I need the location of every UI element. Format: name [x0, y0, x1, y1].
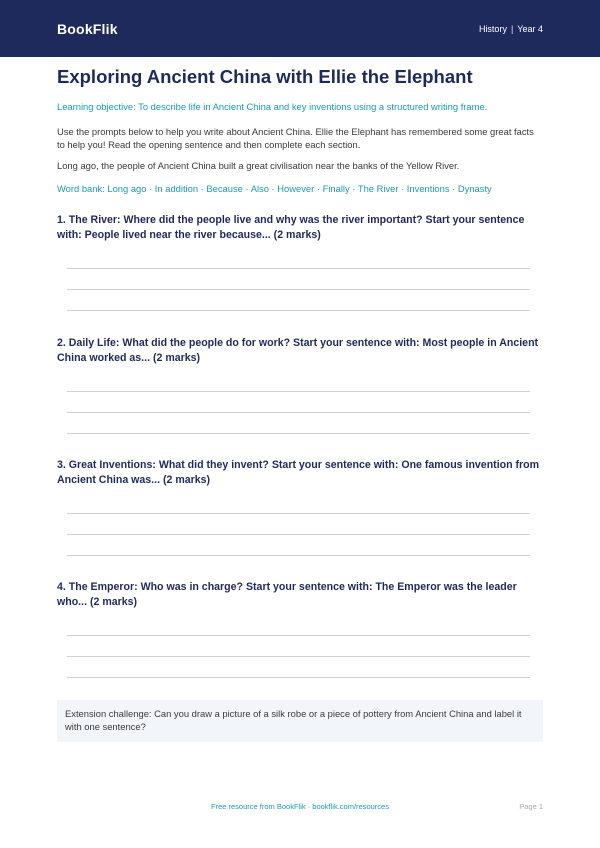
header-meta [479, 24, 543, 34]
worksheet-content [57, 66, 543, 732]
page-number: Page 1 [519, 802, 543, 811]
answer-lines[interactable] [57, 635, 543, 678]
answer-line[interactable] [67, 635, 530, 636]
answer-line[interactable] [67, 412, 530, 413]
question-4 [57, 580, 543, 678]
question-text: 4. The Emperor: Who was in charge? Start your sentence with: The Emperor was the leader who... (2 marks) [57, 581, 517, 608]
question-3 [57, 458, 543, 556]
answer-line[interactable] [67, 433, 530, 434]
answer-lines[interactable] [57, 268, 543, 311]
answer-line[interactable] [67, 656, 530, 657]
question-1 [57, 213, 543, 311]
word-bank: Word bank: Long ago · In addition · Because · Also · However · Finally · The River · Inventions · Dynasty [57, 183, 492, 194]
answer-line[interactable] [67, 513, 530, 514]
brand-logo[interactable]: BookFlik [57, 20, 118, 37]
intro-paragraph: Use the prompts below to help you write about Ancient China. Ellie the Elephant has remembered some great facts to help you! Read the opening sentence and then complete each section. [57, 126, 534, 150]
question-2 [57, 336, 543, 434]
page-title: Exploring Ancient China with Ellie the Elephant [57, 66, 473, 87]
answer-line[interactable] [67, 289, 530, 290]
answer-line[interactable] [67, 534, 530, 535]
answer-line[interactable] [67, 310, 530, 311]
footer-credit-link[interactable]: Free resource from BookFlik · bookflik.com/resources [211, 802, 389, 811]
answer-line[interactable] [67, 391, 530, 392]
year-label: Year 4 [517, 23, 543, 34]
subject-label: History [478, 23, 507, 34]
answer-lines[interactable] [57, 513, 543, 556]
learning-objective: Learning objective: To describe life in Ancient China and key inventions using a structured writing frame. [57, 101, 488, 112]
page-footer [57, 802, 543, 814]
meta-separator: | [510, 23, 514, 34]
site-header [0, 0, 600, 57]
question-text: 2. Daily Life: What did the people do for work? Start your sentence with: Most people in Ancient China worked as... (2 marks) [57, 337, 539, 364]
extension-challenge: Extension challenge: Can you draw a picture of a silk robe or a piece of pottery from Ancient China and label it with one sentence? [57, 700, 543, 742]
answer-line[interactable] [67, 677, 530, 678]
answer-line[interactable] [67, 268, 530, 269]
answer-line[interactable] [67, 555, 530, 556]
question-text: 3. Great Inventions: What did they invent? Start your sentence with: One famous invention from Ancient China was... (2 marks) [57, 459, 540, 486]
answer-lines[interactable] [57, 391, 543, 434]
opening-sentence: Long ago, the people of Ancient China built a great civilisation near the banks of the Yellow River. [57, 160, 460, 171]
question-text: 1. The River: Where did the people live and why was the river important? Start your sentence with: People lived near the river because... (2 marks) [57, 214, 525, 241]
